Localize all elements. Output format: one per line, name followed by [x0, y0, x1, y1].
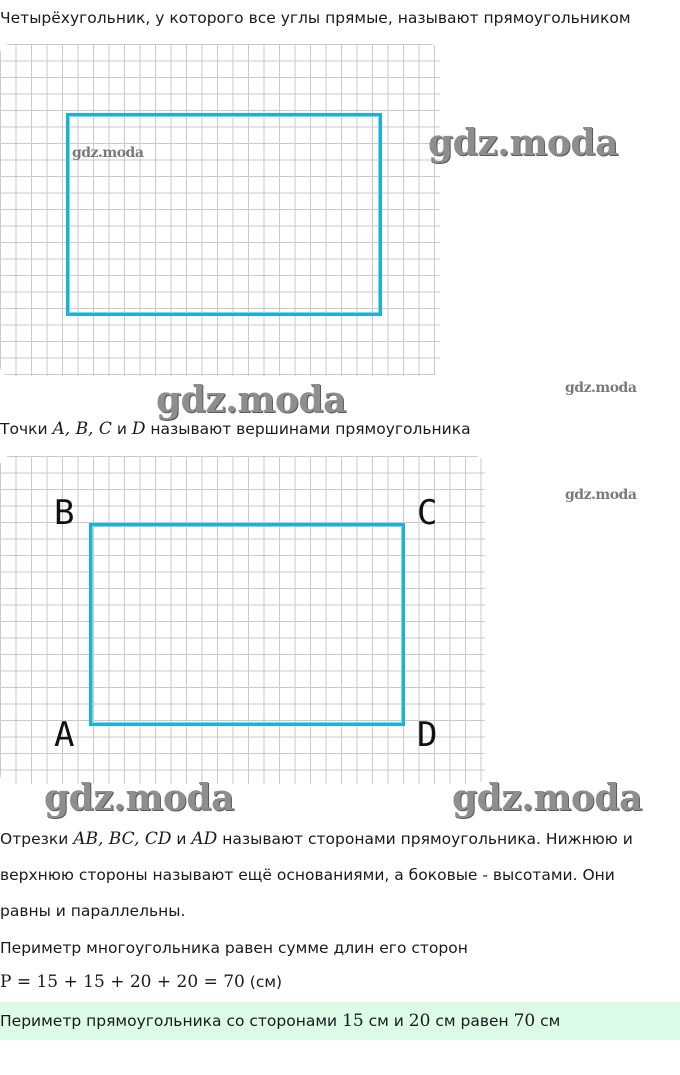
sides-text-line-1 — [0, 828, 633, 850]
vertex-label-a: A — [54, 715, 75, 755]
vertices-text — [0, 418, 471, 440]
formula-expression: P = 15 + 15 + 20 + 20 = 70 — [0, 972, 245, 992]
rectangle-1 — [66, 113, 382, 316]
watermark-small-2: gdz.moda — [565, 487, 637, 503]
watermark-right-2: gdz.moda — [452, 777, 642, 819]
sides-last-segment: AD — [191, 829, 218, 849]
vertices-prefix: Точки — [0, 420, 53, 438]
vertices-suffix: называют вершинами прямоугольника — [145, 420, 471, 438]
answer-text — [0, 1010, 560, 1032]
perimeter-definition: Периметр многоугольника равен сумме длин его сторон — [0, 939, 468, 957]
answer-side-a: 15 — [342, 1011, 364, 1031]
sides-line1-suffix: называют сторонами прямоугольника. Нижнюю и — [217, 830, 633, 848]
sides-and: и — [171, 830, 192, 848]
answer-side-b: 20 — [408, 1011, 431, 1031]
definition-sentence: Четырёхугольник, у которого все углы прямые, называют прямоугольником — [0, 9, 631, 27]
answer-box — [0, 1002, 680, 1040]
vertices-last-point: D — [131, 419, 146, 439]
formula-unit: (см) — [244, 973, 283, 991]
answer-mid-2: см равен — [430, 1012, 514, 1030]
watermark-center-1: gdz.moda — [156, 379, 346, 421]
perimeter-formula — [0, 971, 282, 993]
watermark-in-figure-1: gdz.moda — [72, 145, 144, 161]
answer-mid-1: см и — [363, 1012, 409, 1030]
sides-text-line-3: равны и параллельны. — [0, 902, 186, 920]
rectangle-abcd — [89, 523, 405, 726]
vertices-and: и — [111, 420, 132, 438]
sides-prefix: Отрезки — [0, 830, 74, 848]
vertex-label-d: D — [417, 715, 438, 755]
answer-suffix: см — [535, 1012, 561, 1030]
definition-text — [0, 7, 631, 29]
sides-text-line-2: верхнюю стороны называют ещё основаниями, а боковые - высотами. Они — [0, 866, 615, 884]
grid-figure-1 — [0, 44, 440, 376]
vertices-points: A, B, C — [52, 419, 112, 439]
watermark-left-2: gdz.moda — [44, 777, 234, 819]
sides-segments: AB, BC, CD — [73, 829, 172, 849]
vertex-label-c: C — [417, 493, 438, 533]
vertex-label-b: B — [54, 493, 75, 533]
watermark-right-1: gdz.moda — [428, 122, 618, 164]
answer-prefix: Периметр прямоугольника со сторонами — [0, 1012, 343, 1030]
watermark-small-1: gdz.moda — [565, 380, 637, 396]
answer-perimeter: 70 — [513, 1011, 536, 1031]
